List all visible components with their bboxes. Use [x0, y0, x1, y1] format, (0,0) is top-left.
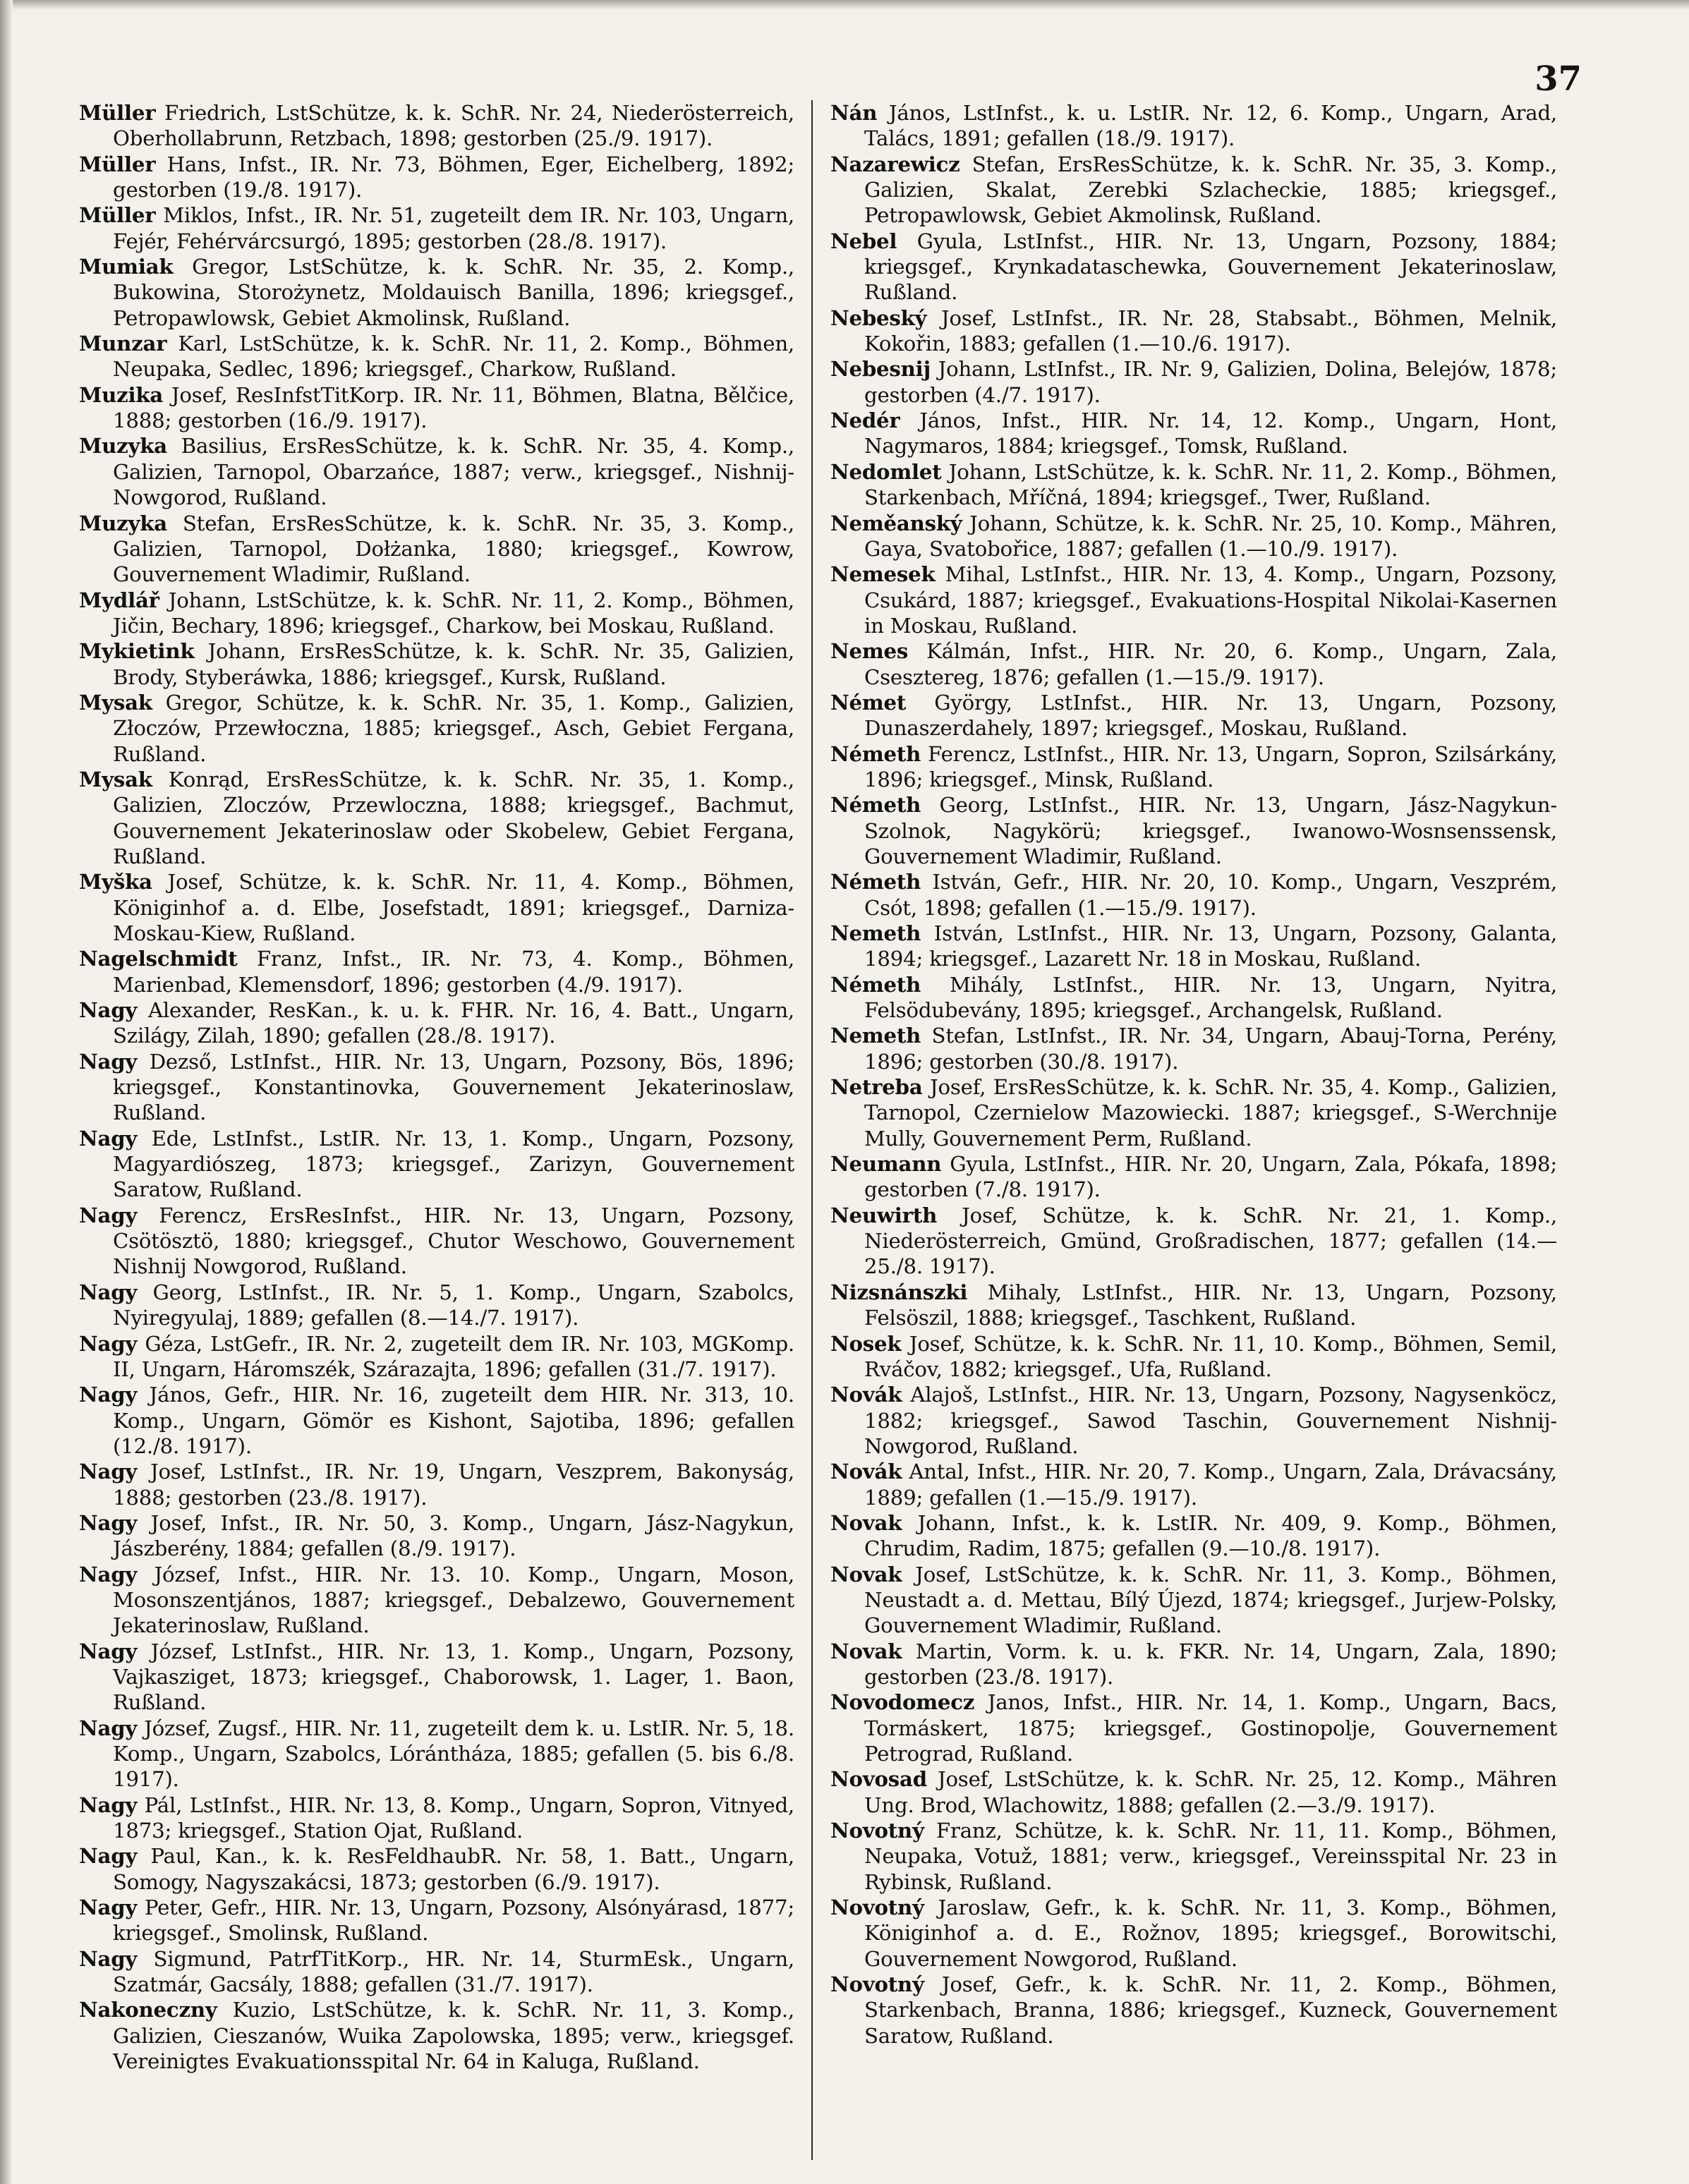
- register-entry: [79, 1716, 794, 1792]
- register-entry: [79, 433, 794, 510]
- entry-details: Basilius, ErsResSchütze, k. k. SchR. Nr. 35, 4. Komp., Galizien, Tarnopol, Obarzańce, 1887; verw., kriegsgef., Nishnij-Nowgorod, Rußland.: [113, 434, 794, 510]
- register-entry: [79, 1792, 794, 1844]
- entry-details: István, LstInfst., HIR. Nr. 13, Ungarn, Pozsony, Galanta, 1894; kriegsgef., Lazarett Nr. 18 in Moskau, Rußland.: [864, 921, 1557, 971]
- entry-surname: Nagy: [79, 1460, 138, 1484]
- register-entry: [830, 1151, 1557, 1203]
- entry-surname: Novák: [830, 1383, 902, 1407]
- entry-details: Mihal, LstInfst., HIR. Nr. 13, 4. Komp., Ungarn, Pozsony, Csukárd, 1887; kriegsgef., Evakuations-Hospital Nikolai-Kasernen in Moskau, Rußland.: [864, 562, 1557, 638]
- entry-surname: Nagy: [79, 1126, 138, 1151]
- entry-details: Martin, Vorm. k. u. k. FKR. Nr. 14, Ungarn, Zala, 1890; gestorben (23./8. 1917).: [864, 1639, 1557, 1689]
- register-entry: [830, 1459, 1557, 1510]
- entry-surname: Novak: [830, 1510, 902, 1535]
- register-entry: [79, 1997, 794, 2074]
- entry-surname: Nagelschmidt: [79, 947, 238, 971]
- register-entry: [830, 972, 1557, 1024]
- entry-details: Mihaly, LstInfst., HIR. Nr. 13, Ungarn, Pozsony, Felsöszil, 1888; kriegsgef., Taschkent, Rußland.: [864, 1280, 1557, 1330]
- column-divider: [811, 100, 813, 2160]
- register-entry: [830, 921, 1557, 972]
- entry-details: Johann, LstInfst., IR. Nr. 9, Galizien, Dolina, Belejów, 1878; gestorben (4./7. 1917).: [864, 357, 1557, 407]
- entry-details: Josef, ErsResSchütze, k. k. SchR. Nr. 35, 4. Komp., Galizien, Tarnopol, Czernielow Mazowiecki. 1887; kriegsgef., S-Werchnije Mully, Gouvernement Perm, Rußland.: [864, 1075, 1557, 1151]
- register-entry: [830, 1766, 1557, 1818]
- entry-details: Franz, Schütze, k. k. SchR. Nr. 11, 11. Komp., Böhmen, Neupaka, Votuž, 1881; verw., kriegsgef., Vereinsspital Nr. 23 in Rybinsk, Rußland.: [864, 1819, 1557, 1894]
- entry-details: Ede, LstInfst., LstIR. Nr. 13, 1. Komp., Ungarn, Pozsony, Magyardiószeg, 1873; kriegsgef., Zarizyn, Gouvernement Saratow, Rußland.: [113, 1126, 794, 1202]
- entry-details: Gyula, LstInfst., HIR. Nr. 13, Ungarn, Pozsony, 1884; kriegsgef., Krynkadataschewka, Gouvernement Jekaterinoslaw, Rußland.: [864, 229, 1557, 305]
- entry-details: Josef, Schütze, k. k. SchR. Nr. 21, 1. Komp., Niederösterreich, Gmünd, Großradischen, 1877; gefallen (14.—25./8. 1917).: [864, 1203, 1557, 1279]
- register-entry: [830, 638, 1557, 690]
- entry-details: Ferencz, ErsResInfst., HIR. Nr. 13, Ungarn, Pozsony, Csötösztö, 1880; kriegsgef., Chutor Weschowo, Gouvernement Nishnij Nowgorod, Rußland.: [113, 1203, 794, 1279]
- register-entry: [79, 997, 794, 1049]
- entry-details: Franz, Infst., IR. Nr. 73, 4. Komp., Böhmen, Marienbad, Klemensdorf, 1896; gestorben (4./9. 1917).: [113, 947, 794, 997]
- entry-details: Kuzio, LstSchütze, k. k. SchR. Nr. 11, 3. Komp., Galizien, Cieszanów, Wuika Zapolowska, 1895; verw., kriegsgef. Vereinigtes Evakuationsspital Nr. 64 in Kaluga, Rußland.: [113, 1998, 794, 2074]
- register-entry: [79, 1459, 794, 1510]
- register-entry: [830, 305, 1557, 357]
- register-entry: [830, 1562, 1557, 1639]
- register-entry: [830, 1639, 1557, 1690]
- entry-surname: Müller: [79, 152, 156, 176]
- entry-surname: Nagy: [79, 1639, 138, 1663]
- entry-details: Josef, Schütze, k. k. SchR. Nr. 11, 10. Komp., Böhmen, Semil, Rváčov, 1882; kriegsgef., Ufa, Rußland.: [864, 1331, 1557, 1381]
- entry-surname: Nemesek: [830, 562, 936, 587]
- entry-surname: Nagy: [79, 1792, 138, 1817]
- entry-details: Karl, LstSchütze, k. k. SchR. Nr. 11, 2. Komp., Böhmen, Neupaka, Sedlec, 1896; kriegsgef., Charkow, Rußland.: [113, 332, 794, 382]
- entry-surname: Neumann: [830, 1152, 942, 1177]
- right-column: [830, 100, 1557, 2049]
- register-entry: [830, 741, 1557, 793]
- entry-surname: Novak: [830, 1639, 902, 1663]
- entry-surname: Németh: [830, 741, 921, 766]
- register-entry: [830, 1689, 1557, 1766]
- entry-details: István, Gefr., HIR. Nr. 20, 10. Komp., Ungarn, Veszprém, Csót, 1898; gefallen (1.—15./9. 1917).: [864, 870, 1557, 920]
- entry-surname: Németh: [830, 972, 921, 997]
- entry-details: Josef, LstInfst., IR. Nr. 19, Ungarn, Veszprem, Bakonyság, 1888; gestorben (23./8. 1917).: [113, 1460, 794, 1510]
- page-number: 37: [1534, 59, 1582, 99]
- entry-surname: Nedér: [830, 408, 900, 433]
- register-entry: [79, 202, 794, 254]
- register-entry: [830, 1895, 1557, 1972]
- register-entry: [830, 1074, 1557, 1151]
- register-entry: [830, 1818, 1557, 1895]
- register-entry: [79, 1203, 794, 1280]
- entry-surname: Müller: [79, 101, 156, 125]
- entry-surname: Nagy: [79, 1946, 138, 1971]
- register-entry: [830, 792, 1557, 869]
- entry-surname: Nakoneczny: [79, 1998, 217, 2022]
- register-entry: [79, 588, 794, 639]
- entry-details: János, Gefr., HIR. Nr. 16, zugeteilt dem HIR. Nr. 313, 10. Komp., Ungarn, Gömör es Kishont, Sajotiba, 1896; gefallen (12./8. 1917).: [113, 1383, 794, 1458]
- entry-details: Josef, LstSchütze, k. k. SchR. Nr. 25, 12. Komp., Mähren Ung. Brod, Wlachowitz, 1888; gefallen (2.—3./9. 1917).: [864, 1767, 1557, 1817]
- register-entry: [79, 1049, 794, 1126]
- register-entry: [79, 331, 794, 382]
- entry-details: Josef, Schütze, k. k. SchR. Nr. 11, 4. Komp., Böhmen, Königinhof a. d. Elbe, Josefstadt, 1891; kriegsgef., Darniza-Moskau-Kiew, Rußland.: [113, 870, 794, 945]
- register-entry: [79, 1639, 794, 1716]
- entry-surname: Nagy: [79, 1716, 138, 1740]
- scan-edge-left: [0, 0, 13, 2184]
- register-entry: [79, 1280, 794, 1331]
- register-entry: [830, 1331, 1557, 1383]
- register-entry: [830, 100, 1557, 152]
- register-entry: [79, 946, 794, 997]
- entry-details: János, LstInfst., k. u. LstIR. Nr. 12, 6. Komp., Ungarn, Arad, Talács, 1891; gefallen (18./9. 1917).: [864, 101, 1557, 151]
- entry-surname: Müller: [79, 203, 156, 228]
- entry-surname: Munzar: [79, 332, 167, 356]
- entry-surname: Muzyka: [79, 511, 167, 535]
- entry-details: Miklos, Infst., IR. Nr. 51, zugeteilt dem IR. Nr. 103, Ungarn, Fejér, Fehérvárcsurgó, 1895; gestorben (28./8. 1917).: [113, 203, 794, 253]
- entry-surname: Nazarewicz: [830, 152, 960, 176]
- entry-details: Janos, Infst., HIR. Nr. 14, 1. Komp., Ungarn, Bacs, Tormáskert, 1875; kriegsgef., Gostinopolje, Gouvernement Petrograd, Rußland.: [864, 1690, 1557, 1766]
- register-entry: [830, 152, 1557, 229]
- entry-surname: Nagy: [79, 1383, 138, 1407]
- entry-details: József, LstInfst., HIR. Nr. 13, 1. Komp., Ungarn, Pozsony, Vajkasziget, 1873; kriegsgef., Chaborowsk, 1. Lager, 1. Baon, Rußland.: [113, 1639, 794, 1715]
- entry-details: Ferencz, LstInfst., HIR. Nr. 13, Ungarn, Sopron, Szilsárkány, 1896; kriegsgef., Minsk, Rußland.: [864, 741, 1557, 791]
- register-entry: [830, 229, 1557, 305]
- register-entry: [830, 1023, 1557, 1074]
- entry-details: Johann, Schütze, k. k. SchR. Nr. 25, 10. Komp., Mähren, Gaya, Svatobořice, 1887; gefallen (1.—10./9. 1917).: [864, 511, 1557, 561]
- register-entry: [830, 690, 1557, 741]
- entry-surname: Nagy: [79, 1844, 138, 1869]
- entry-details: Antal, Infst., HIR. Nr. 20, 7. Komp., Ungarn, Zala, Drávacsány, 1889; gefallen (1.—15./9. 1917).: [864, 1460, 1557, 1510]
- entry-surname: Nemeth: [830, 1024, 921, 1048]
- entry-surname: Novotný: [830, 1895, 924, 1920]
- entry-surname: Nagy: [79, 1203, 138, 1227]
- entry-surname: Novotný: [830, 1972, 924, 1997]
- entry-surname: Nebeský: [830, 305, 927, 330]
- register-entry: [830, 459, 1557, 511]
- scan-edge-top: [0, 0, 1689, 10]
- entry-surname: Mykietink: [79, 639, 195, 664]
- register-entry: [830, 1382, 1557, 1459]
- entry-surname: Nemeth: [830, 921, 921, 945]
- entry-details: Jaroslaw, Gefr., k. k. SchR. Nr. 11, 3. Komp., Böhmen, Königinhof a. d. E., Rožnov, 1895; kriegsgef., Borowitschi, Gouvernement Nowgorod, Rußland.: [864, 1895, 1557, 1971]
- register-entry: [79, 511, 794, 588]
- register-entry: [79, 767, 794, 869]
- entry-surname: Nagy: [79, 1280, 138, 1304]
- register-entry: [830, 1510, 1557, 1562]
- entry-details: József, Zugsf., HIR. Nr. 11, zugeteilt dem k. u. LstIR. Nr. 5, 18. Komp., Ungarn, Szabolcs, Lórántháza, 1885; gefallen (5. bis 6./8. 1917).: [113, 1716, 794, 1792]
- entry-surname: Mumiak: [79, 255, 174, 279]
- entry-surname: Nebel: [830, 229, 897, 253]
- entry-surname: Neuwirth: [830, 1203, 938, 1227]
- entry-surname: Novak: [830, 1562, 902, 1587]
- entry-surname: Myška: [79, 870, 152, 894]
- entry-details: Alajoš, LstInfst., HIR. Nr. 13, Ungarn, Pozsony, Nagysenköcz, 1882; kriegsgef., Sawod Taschin, Gouvernement Nishnij-Nowgorod, Rußland.: [864, 1383, 1557, 1458]
- entry-details: Stefan, ErsResSchütze, k. k. SchR. Nr. 35, 3. Komp., Galizien, Tarnopol, Dołżanka, 1880; kriegsgef., Kowrow, Gouvernement Wladimir, Rußland.: [113, 511, 794, 587]
- entry-details: Pál, LstInfst., HIR. Nr. 13, 8. Komp., Ungarn, Sopron, Vitnyed, 1873; kriegsgef., Station Ojat, Rußland.: [113, 1792, 794, 1843]
- register-entry: [79, 100, 794, 152]
- register-entry: [79, 638, 794, 690]
- entry-details: Kálmán, Infst., HIR. Nr. 20, 6. Komp., Ungarn, Zala, Csesztereg, 1876; gefallen (1.—15./9. 1917).: [864, 639, 1557, 689]
- entry-surname: Nizsnánszki: [830, 1280, 968, 1304]
- entry-details: Johann, LstSchütze, k. k. SchR. Nr. 11, 2. Komp., Böhmen, Starkenbach, Mříčná, 1894; kriegsgef., Twer, Rußland.: [864, 459, 1557, 510]
- register-entry: [79, 690, 794, 767]
- register-entry: [830, 1280, 1557, 1331]
- entry-details: Josef, ResInfstTitKorp. IR. Nr. 11, Böhmen, Blatna, Bělčice, 1888; gestorben (16./9. 1917).: [113, 382, 794, 433]
- entry-details: Gregor, LstSchütze, k. k. SchR. Nr. 35, 2. Komp., Bukowina, Storożynetz, Moldauisch Banilla, 1896; kriegsgef., Petropawlowsk, Gebiet Akmolinsk, Rußland.: [113, 255, 794, 330]
- register-entry: [79, 869, 794, 946]
- entry-details: Stefan, LstInfst., IR. Nr. 34, Ungarn, Abauj-Torna, Perény, 1896; gestorben (30./8. 1917).: [864, 1024, 1557, 1074]
- entry-surname: Novák: [830, 1460, 902, 1484]
- entry-details: Josef, Gefr., k. k. SchR. Nr. 11, 2. Komp., Böhmen, Starkenbach, Branna, 1886; kriegsgef., Kuzneck, Gouvernement Saratow, Rußland.: [864, 1972, 1557, 2048]
- entry-details: János, Infst., HIR. Nr. 14, 12. Komp., Ungarn, Hont, Nagymaros, 1884; kriegsgef., Tomsk, Rußland.: [864, 408, 1557, 459]
- entry-details: Josef, LstSchütze, k. k. SchR. Nr. 11, 3. Komp., Böhmen, Neustadt a. d. Mettau, Bílý Újezd, 1874; kriegsgef., Jurjew-Polsky, Gouvernement Wladimir, Rußland.: [864, 1562, 1557, 1638]
- register-entry: [79, 382, 794, 434]
- entry-surname: Mydlář: [79, 588, 159, 612]
- entry-surname: Nebesnij: [830, 357, 931, 382]
- register-entry: [79, 1510, 794, 1562]
- entry-surname: Nedomlet: [830, 459, 942, 484]
- entry-surname: Nemes: [830, 639, 909, 664]
- entry-details: Johann, Infst., k. k. LstIR. Nr. 409, 9. Komp., Böhmen, Chrudim, Radim, 1875; gefallen (9.—10./8. 1917).: [864, 1510, 1557, 1561]
- register-entry: [79, 1331, 794, 1383]
- entry-surname: Netreba: [830, 1075, 923, 1100]
- entry-surname: Neměanský: [830, 511, 962, 535]
- register-entry: [79, 1562, 794, 1639]
- entry-details: Alexander, ResKan., k. u. k. FHR. Nr. 16, 4. Batt., Ungarn, Szilágy, Zilah, 1890; gefallen (28./8. 1917).: [113, 998, 794, 1048]
- entry-surname: Németh: [830, 870, 921, 894]
- entry-details: József, Infst., HIR. Nr. 13. 10. Komp., Ungarn, Moson, Mosonszentjános, 1887; kriegsgef., Debalzewo, Gouvernement Jekaterinoslaw, Rußland.: [113, 1562, 794, 1638]
- register-entry: [830, 1203, 1557, 1280]
- entry-surname: Nagy: [79, 1562, 138, 1587]
- entry-details: Josef, LstInfst., IR. Nr. 28, Stabsabt., Böhmen, Melnik, Kokořin, 1883; gefallen (1.—10./6. 1917).: [864, 305, 1557, 356]
- entry-surname: Nagy: [79, 1510, 138, 1535]
- entry-details: Géza, LstGefr., IR. Nr. 2, zugeteilt dem IR. Nr. 103, MGKomp. II, Ungarn, Háromszék, Szárazajta, 1896; gefallen (31./7. 1917).: [113, 1331, 794, 1381]
- register-entry: [79, 1382, 794, 1459]
- entry-details: Johann, ErsResSchütze, k. k. SchR. Nr. 35, Galizien, Brody, Styberáwka, 1886; kriegsgef., Kursk, Rußland.: [113, 639, 794, 689]
- entry-surname: Mysak: [79, 767, 152, 791]
- entry-details: Josef, Infst., IR. Nr. 50, 3. Komp., Ungarn, Jász-Nagykun, Jászberény, 1884; gefallen (8./9. 1917).: [113, 1510, 794, 1561]
- entry-details: Georg, LstInfst., IR. Nr. 5, 1. Komp., Ungarn, Szabolcs, Nyiregyulaj, 1889; gefallen (8.—14./7. 1917).: [113, 1280, 794, 1330]
- entry-details: Konrąd, ErsResSchütze, k. k. SchR. Nr. 35, 1. Komp., Galizien, Zloczów, Przewloczna, 1888; kriegsgef., Bachmut, Gouvernement Jekaterinoslaw oder Skobelew, Gebiet Fergana, Rußland.: [113, 767, 794, 868]
- entry-details: György, LstInfst., HIR. Nr. 13, Ungarn, Pozsony, Dunaszerdahely, 1897; kriegsgef., Moskau, Rußland.: [864, 690, 1557, 741]
- entry-details: Johann, LstSchütze, k. k. SchR. Nr. 11, 2. Komp., Böhmen, Jičin, Bechary, 1896; kriegsgef., Charkow, bei Moskau, Rußland.: [113, 588, 794, 638]
- entry-surname: Novotný: [830, 1819, 924, 1843]
- register-entry: [79, 152, 794, 203]
- register-entry: [79, 1843, 794, 1895]
- entry-surname: Muzika: [79, 382, 164, 407]
- register-entry: [79, 254, 794, 331]
- register-entry: [830, 408, 1557, 459]
- left-column: [79, 100, 794, 2074]
- entry-surname: Novodomecz: [830, 1690, 975, 1715]
- register-entry: [830, 356, 1557, 408]
- entry-surname: Nosek: [830, 1331, 902, 1356]
- entry-details: Gregor, Schütze, k. k. SchR. Nr. 35, 1. Komp., Galizien, Złoczów, Przewłoczna, 1885; kriegsgef., Asch, Gebiet Fergana, Rußland.: [113, 690, 794, 766]
- register-entry: [79, 1946, 794, 1998]
- register-entry: [830, 562, 1557, 638]
- register-entry: [830, 1972, 1557, 2049]
- entry-surname: Nagy: [79, 998, 138, 1023]
- entry-surname: Mysak: [79, 690, 152, 715]
- entry-details: Sigmund, PatrfTitKorp., HR. Nr. 14, SturmEsk., Ungarn, Szatmár, Gacsály, 1888; gefallen (31./7. 1917).: [113, 1946, 794, 1997]
- entry-surname: Német: [830, 690, 907, 715]
- entry-details: Gyula, LstInfst., HIR. Nr. 20, Ungarn, Zala, Pókafa, 1898; gestorben (7./8. 1917).: [864, 1152, 1557, 1202]
- entry-details: Paul, Kan., k. k. ResFeldhaubR. Nr. 58, 1. Batt., Ungarn, Somogy, Nagyszakácsi, 1873; gestorben (6./9. 1917).: [113, 1844, 794, 1894]
- entry-surname: Muzyka: [79, 434, 167, 459]
- register-entry: [79, 1895, 794, 1946]
- register-entry: [830, 511, 1557, 562]
- register-entry: [79, 1126, 794, 1203]
- entry-surname: Nagy: [79, 1331, 138, 1356]
- entry-details: Dezső, LstInfst., HIR. Nr. 13, Ungarn, Pozsony, Bös, 1896; kriegsgef., Konstantinovka, Gouvernement Jekaterinoslaw, Rußland.: [113, 1049, 794, 1125]
- entry-details: Georg, LstInfst., HIR. Nr. 13, Ungarn, Jász-Nagykun-Szolnok, Nagykörü; kriegsgef., Iwanowo-Wosnsenssensk, Gouvernement Wladimir, Rußland.: [864, 793, 1557, 868]
- entry-surname: Nagy: [79, 1049, 138, 1074]
- entry-surname: Novosad: [830, 1767, 927, 1792]
- register-entry: [830, 869, 1557, 921]
- entry-details: Peter, Gefr., HIR. Nr. 13, Ungarn, Pozsony, Alsónyárasd, 1877; kriegsgef., Smolinsk, Rußland.: [113, 1895, 794, 1946]
- entry-details: Friedrich, LstSchütze, k. k. SchR. Nr. 24, Niederösterreich, Oberhollabrunn, Retzbach, 1898; gestorben (25./9. 1917).: [113, 101, 794, 151]
- entry-surname: Nán: [830, 101, 878, 125]
- entry-surname: Németh: [830, 793, 921, 818]
- entry-details: Mihály, LstInfst., HIR. Nr. 13, Ungarn, Nyitra, Felsödubevány, 1895; kriegsgef., Archangelsk, Rußland.: [864, 972, 1557, 1023]
- entry-surname: Nagy: [79, 1895, 138, 1920]
- entry-details: Hans, Infst., IR. Nr. 73, Böhmen, Eger, Eichelberg, 1892; gestorben (19./8. 1917).: [113, 152, 794, 202]
- entry-details: Stefan, ErsResSchütze, k. k. SchR. Nr. 35, 3. Komp., Galizien, Skalat, Zerebki Szlacheckie, 1885; kriegsgef., Petropawlowsk, Gebiet Akmolinsk, Rußland.: [864, 152, 1557, 228]
